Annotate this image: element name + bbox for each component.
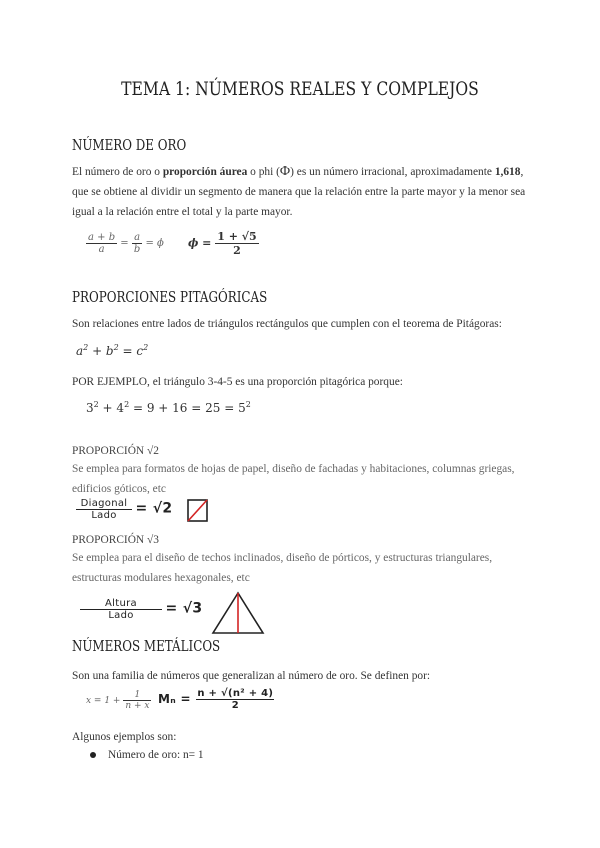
bullet-icon [90,752,96,758]
metalicos-paragraph: Son una familia de números que generalizan al número de oro. Se definen por: [72,670,431,682]
oro-paragraph [72,162,532,222]
prop3-title: PROPORCIÓN √3 [72,534,159,546]
fraction-rhs: = √3 [165,600,203,617]
text: , el triángulo 3-4-5 es una proporción pitagórica porque: [147,376,403,388]
prop2-fraction [76,498,172,521]
prop3-fraction [80,598,202,621]
text: El número de oro o [72,166,160,178]
pitagoricas-paragraph: Son relaciones entre lados de triángulos rectángulos que cumplen con el teorema de Pitágoras: [72,318,502,330]
example-label: POR EJEMPLO [72,376,148,388]
heading-numeros-metalicos: NÚMEROS METÁLICOS [72,639,221,655]
example-formula: $3^2 + 4^2 = 9 + 16 = 25 = 5^2$ [86,400,251,415]
pythagoras-formula: $a^2 + b^2 = c^2$ [76,343,149,358]
formula-numerator: n + √(n² + 4) [197,688,274,699]
fraction-numerator: Diagonal [80,498,128,509]
example-paragraph [72,372,532,392]
text: o phi ( [250,166,280,178]
prop2-paragraph: Se emplea para formatos de hojas de papel, diseño de fachadas y habitaciones, columnas griegas, edificios góticos, etc [72,463,515,495]
square-diagonal-diagram [186,498,210,524]
heading-numero-de-oro: NÚMERO DE ORO [72,138,187,154]
golden-ratio-formula: $\frac{a + b}{a}$ = $\frac{a}{b}$ = ϕ [88,232,164,255]
triangle-height-diagram [210,590,266,636]
list-item-text: Número de oro: n= 1 [108,749,204,761]
metallic-mean-formula [158,688,275,711]
fraction-rhs: = √2 [135,500,173,517]
phi-formula: ϕ = $\frac{1 + √5}{2}$ [188,230,257,257]
phi-symbol: Φ [279,164,291,179]
formula-denominator: 2 [231,700,239,711]
continued-fraction-formula: x = 1 + $\frac{1}{n + x}$ [86,690,150,711]
text: ) es un número irracional, aproximadamente [290,166,492,178]
bold-value: 1,618 [494,166,521,178]
page-title: TEMA 1: NÚMEROS REALES Y COMPLEJOS [121,78,479,100]
prop3-paragraph: Se emplea para el diseño de techos inclinados, diseño de pórticos, y estructuras triangulares, estructuras modulares hexagonales, etc [72,552,493,584]
examples-label: Algunos ejemplos son: [72,731,177,743]
fraction-numerator: Altura [105,598,137,609]
prop2-title: PROPORCIÓN √2 [72,445,159,457]
text: , que se obtiene al dividir un segmento de manera que la relación entre la parte mayor y la menor sea igual a la relación entre el total y la parte mayor. [72,166,526,218]
bold-term: proporción áurea [162,166,248,178]
fraction-denominator: Lado [91,510,117,521]
formula-lhs: Mₙ = [158,692,191,706]
list-item [90,745,550,765]
heading-proporciones-pitagoricas: PROPORCIONES PITAGÓRICAS [72,290,268,306]
fraction-denominator: Lado [108,610,134,621]
bullet-list [90,745,550,765]
